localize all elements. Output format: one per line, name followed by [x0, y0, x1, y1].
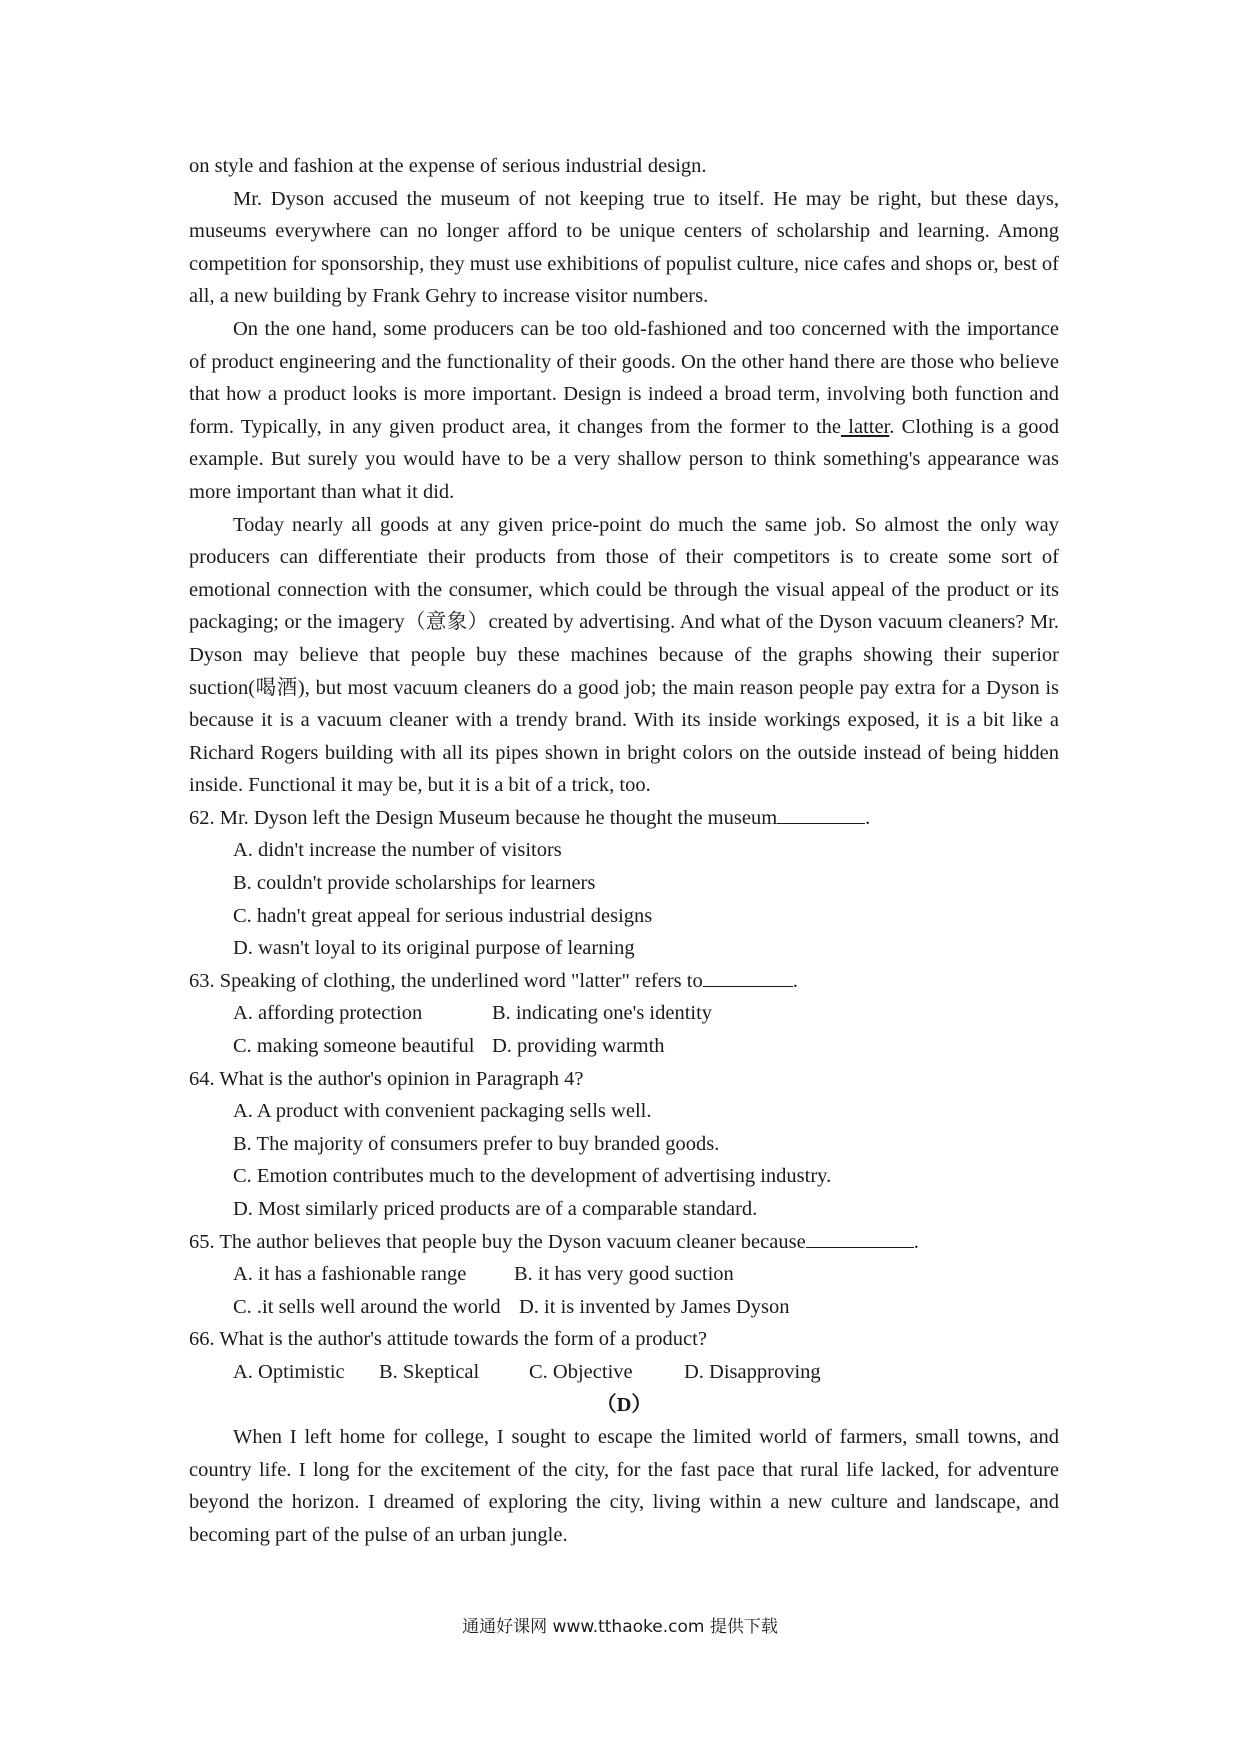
question-62-end: .: [865, 806, 871, 829]
question-64-option-b: B. The majority of consumers prefer to buy branded goods.: [233, 1132, 720, 1155]
section-d-paragraph: When I left home for college, I sought to escape the limited world of farmers, small towns, and country life. I long for the excitement of the city, for the fast pace that rural life lacked, for adventure beyond the horizon. I dreamed of exploring the city, living within a new culture and landscape, and becoming part of the pulse of an urban jungle.: [189, 1426, 1059, 1546]
answer-blank-65: [806, 1227, 914, 1248]
question-66-options-row: [233, 1356, 1059, 1389]
question-63-options-row-2: [233, 1030, 1059, 1063]
question-64-option-d: D. Most similarly priced products are of a comparable standard.: [233, 1198, 758, 1220]
question-66-option-d: D. Disapproving: [684, 1360, 821, 1383]
question-62-option-b: B. couldn't provide scholarships for learners: [233, 872, 596, 895]
question-63-options-row-1: [233, 997, 1059, 1030]
paragraph-design: [189, 313, 1059, 509]
question-65-options-row-1: [233, 1258, 1059, 1291]
paragraph-museum: Mr. Dyson accused the museum of not keeping true to itself. He may be right, but these days, museums everywhere can no longer afford to be unique centers of scholarship and learning. Among competition for sponsorship, they must use exhibitions of populist culture, nice cafes and shops or, best of all, a new building by Frank Gehry to increase visitor numbers.: [189, 187, 1059, 308]
question-64-stem: 64. What is the author's opinion in Paragraph 4?: [189, 1067, 584, 1090]
paragraph-design-text-1: On the one hand, some producers can be too old-fashioned and too concerned with the importance of product engineering and the functionality of their goods. On the other hand there are those who believe that how a product looks is more important. Design is indeed a broad term, involving both function and form. Typically, in any given product area, it changes from the former to the: [189, 317, 1059, 438]
question-64-option-a: A. A product with convenient packaging sells well.: [233, 1100, 652, 1123]
question-65-end: .: [913, 1230, 919, 1253]
paragraph-design-text-2: . Clothing is a good example. But surely you would have to be a very shallow person to think something's appearance was more important than what it did.: [189, 415, 1059, 503]
question-66-option-b: B. Skeptical: [379, 1360, 480, 1383]
question-65-option-a: A. it has a fashionable range: [233, 1263, 467, 1286]
question-64-option-c: C. Emotion contributes much to the development of advertising industry.: [233, 1165, 832, 1188]
paragraph-continuation: on style and fashion at the expense of serious industrial design.: [189, 155, 707, 177]
question-66-stem: 66. What is the author's attitude towards the form of a product?: [189, 1328, 707, 1351]
question-62-stem: [189, 802, 1059, 835]
question-63-stem: [189, 965, 1059, 998]
question-65-stem: [189, 1226, 1059, 1259]
section-d-heading: （D）: [596, 1393, 652, 1416]
question-65-option-b: B. it has very good suction: [514, 1263, 734, 1286]
question-63-end: .: [792, 969, 798, 992]
question-65-option-c: C. .it sells well around the world: [233, 1295, 501, 1318]
page-footer: 通通好课网 www.tthaoke.com 提供下载: [462, 1617, 778, 1637]
question-66-option-a: A. Optimistic: [233, 1360, 345, 1383]
question-63-option-c: C. making someone beautiful: [233, 1035, 475, 1058]
question-65-options-row-2: [233, 1291, 1059, 1324]
question-63-text: 63. Speaking of clothing, the underlined word "latter" refers to: [189, 969, 703, 992]
question-66-option-c: C. Objective: [529, 1360, 633, 1383]
question-65-text: 65. The author believes that people buy the Dyson vacuum cleaner because: [189, 1230, 806, 1253]
question-63-option-d: D. providing warmth: [492, 1035, 665, 1058]
question-65-option-d: D. it is invented by James Dyson: [519, 1295, 790, 1318]
question-62-text: 62. Mr. Dyson left the Design Museum because he thought the museum: [189, 806, 778, 829]
page-content: [189, 150, 1059, 1552]
question-63-option-a: A. affording protection: [233, 1002, 423, 1025]
question-62-option-d: D. wasn't loyal to its original purpose of learning: [233, 937, 635, 960]
answer-blank-63: [703, 966, 793, 987]
paragraph-goods: Today nearly all goods at any given price-point do much the same job. So almost the only way producers can differentiate their products from those of their competitors is to create some sort of emotional connection with the consumer, which could be through the visual appeal of the product or its packaging; or the imagery（意象）created by advertising. And what of the Dyson vacuum cleaners? Mr. Dyson may believe that people buy these machines because of the graphs showing their superior suction(喝酒), but most vacuum cleaners do a good job; the main reason people pay extra for a Dyson is because it is a vacuum cleaner with a trendy brand. With its inside workings exposed, it is a bit like a Richard Rogers building with all its pipes shown in bright colors on the outside instead of being hidden inside. Functional it may be, but it is a bit of a trick, too.: [189, 513, 1059, 797]
answer-blank-62: [777, 803, 865, 824]
question-62-option-a: A. didn't increase the number of visitors: [233, 839, 562, 862]
question-62-option-c: C. hadn't great appeal for serious industrial designs: [233, 904, 653, 927]
question-63-option-b: B. indicating one's identity: [492, 1002, 713, 1025]
underlined-word-latter: latter: [841, 415, 890, 438]
